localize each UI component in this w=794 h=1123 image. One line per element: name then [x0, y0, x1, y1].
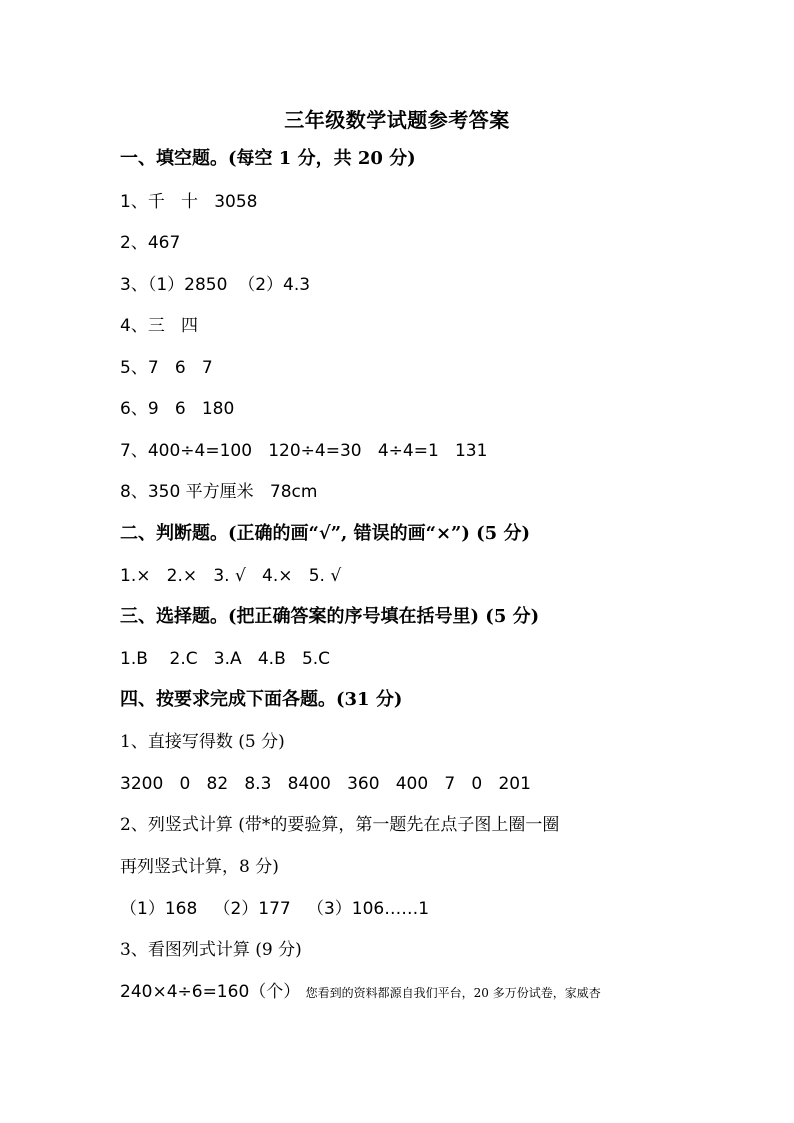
section1-answer-4: 4、三 四: [120, 316, 199, 336]
section2-answers: 1.× 2.× 3. √ 4.× 5. √: [120, 566, 342, 586]
section4-q2-title-line1: 2、列竖式计算 (带*的要验算，第一题先在点子图上圈一圈: [120, 815, 560, 835]
section1-answer-2: 2、467: [120, 233, 181, 253]
section1-answer-8: 8、350 平方厘米 78cm: [120, 482, 318, 502]
section1-heading: 一、填空题。(每空 1 分，共 20 分): [120, 148, 416, 169]
section1-answer-6: 6、9 6 180: [120, 399, 235, 419]
section1-answer-3: 3、（1）2850 （2）4.3: [120, 275, 311, 295]
section4-q3-answer: 240×4÷6=160（个）: [120, 982, 301, 1002]
page-title: 三年级数学试题参考答案: [284, 108, 510, 132]
section4-q2-answers: （1）168 （2）177 （3）106……1: [120, 899, 430, 919]
section3-answers: 1.B 2.C 3.A 4.B 5.C: [120, 649, 331, 669]
section4-q3-note: 您看到的资料都源自我们平台，20 多万份试卷，家威杏: [305, 986, 601, 1000]
section3-heading: 三、选择题。(把正确答案的序号填在括号里) (5 分): [120, 606, 540, 627]
section4-q1-answers: 3200 0 82 8.3 8400 360 400 7 0 201: [120, 774, 531, 794]
section4-q3-row: [120, 980, 680, 1005]
section4-heading: 四、按要求完成下面各题。(31 分): [120, 689, 403, 710]
section4-q2-title-line2: 再列竖式计算，8 分): [120, 857, 279, 877]
section1-answer-7: 7、400÷4=100 120÷4=30 4÷4=1 131: [120, 441, 488, 461]
section1-answer-1: 1、千 十 3058: [120, 192, 258, 212]
section4-q1-title: 1、直接写得数 (5 分): [120, 732, 285, 752]
section1-answer-5: 5、7 6 7: [120, 358, 213, 378]
section2-heading: 二、判断题。(正确的画“√”, 错误的画“×”) (5 分): [120, 523, 530, 544]
section4-q3-title: 3、看图列式计算 (9 分): [120, 940, 302, 960]
